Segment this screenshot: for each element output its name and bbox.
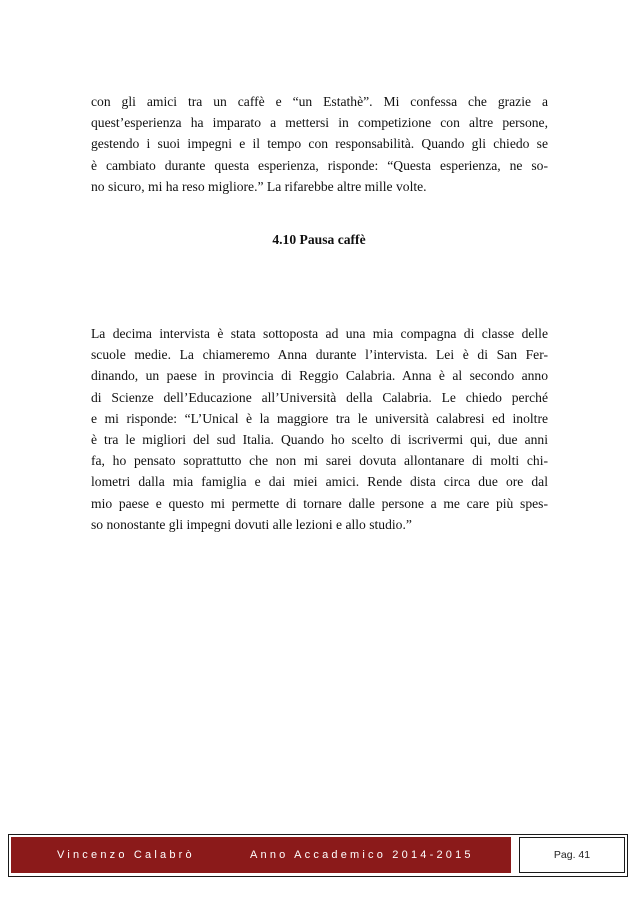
- text-line: dinando, un paese in provincia di Reggio Calabria. Anna è al secondo anno: [91, 368, 548, 384]
- section-heading: 4.10 Pausa caffè: [272, 232, 366, 247]
- text-line: no sicuro, mi ha reso migliore.” La rifarebbe altre mille volte.: [91, 178, 427, 194]
- footer-academic-year: Anno Accademico 2014-2015: [250, 849, 474, 861]
- paragraph-intro-continuation: [91, 91, 548, 197]
- footer-author: Vincenzo Calabrò: [57, 849, 195, 861]
- footer-band: [11, 837, 511, 873]
- page-number-box: [519, 837, 625, 873]
- text-line: con gli amici tra un caffè e “un Estathè”. Mi confessa che grazie a: [91, 94, 548, 109]
- text-line: scuole medie. La chiameremo Anna durante l’intervista. Lei è di San Fer-: [91, 347, 548, 363]
- text-line: di Scienze dell’Educazione all’Università della Calabria. Le chiedo perché: [91, 389, 548, 405]
- text-line: fa, ho pensato soprattutto che non mi sarei dovuta allontanare di molti chi-: [91, 453, 548, 469]
- text-line: è cambiato durante questa esperienza, risponde: “Questa esperienza, ne so-: [91, 157, 548, 173]
- page-footer: [8, 834, 628, 877]
- page-number: Pag. 41: [553, 849, 591, 861]
- text-line: gestendo i suoi impegni e il tempo con responsabilità. Quando gli chiedo se: [91, 136, 548, 152]
- text-line: so nonostante gli impegni dovuti alle lezioni e allo studio.”: [91, 516, 412, 532]
- text-line: La decima intervista è stata sottoposta ad una mia compagna di classe delle: [91, 326, 548, 341]
- text-line: mio paese e questo mi permette di tornare dalle persone a me care più spes-: [91, 495, 548, 511]
- paragraph-interview: [91, 323, 548, 535]
- text-line: lometri dalla mia famiglia e dai miei amici. Rende dista circa due ore dal: [91, 474, 548, 490]
- text-line: e mi risponde: “L’Unical è la maggiore tra le università calabresi ed inoltre: [91, 410, 548, 426]
- text-line: è tra le migliori del sud Italia. Quando ho scelto di iscrivermi qui, due anni: [91, 432, 548, 448]
- text-line: quest’esperienza ha imparato a mettersi in competizione con altre persone,: [91, 115, 548, 131]
